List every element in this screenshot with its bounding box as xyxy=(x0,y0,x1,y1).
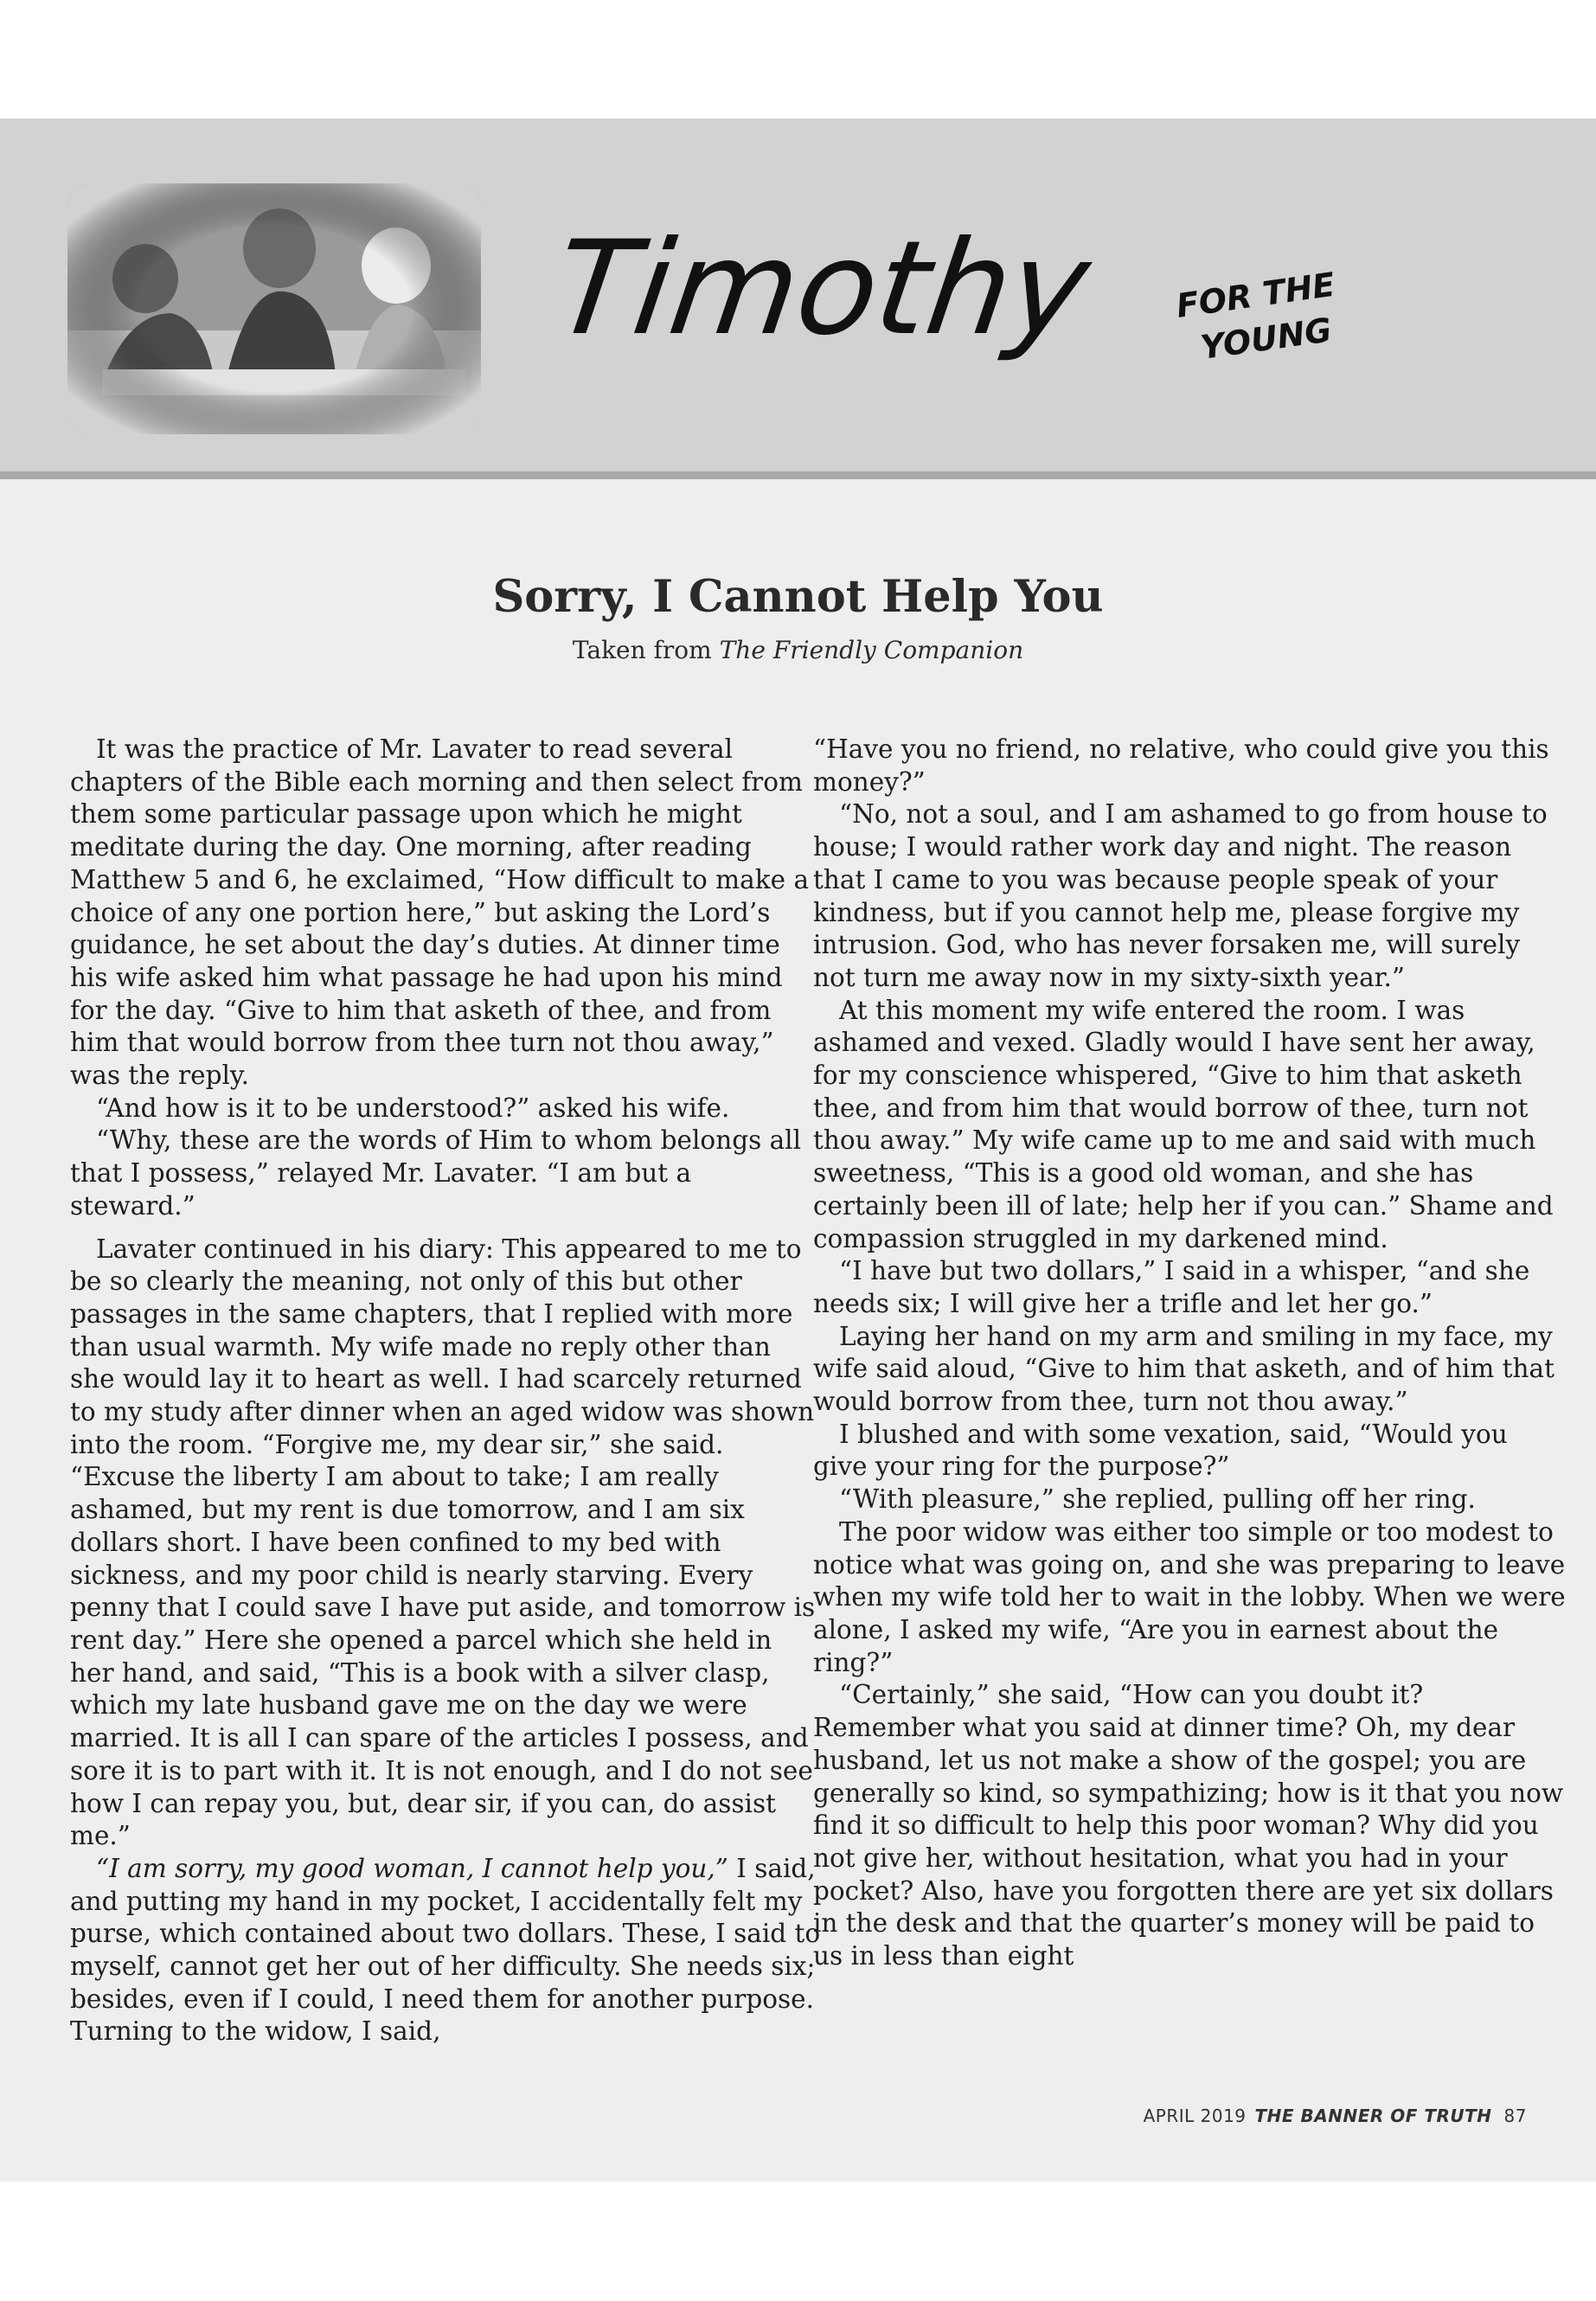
paragraph: “With pleasure,” she replied, pulling off her ring. xyxy=(839,1484,1476,1515)
paragraph: At this moment my wife entered the room. I was ashamed and vexed. Gladly would I have sent her away, for my conscience whispered, “Give to him that asketh thee, and from him that would borrow of thee, turn not thou away.” My wife came up to me and said with much sweetness, “This is a good old woman, and she has certainly been ill of late; help her if you can.” Shame and compassion struggled in my darkened mind. xyxy=(813,995,1554,1253)
paragraph: “Why, these are the words of Him to whom belongs all that I possess,” relayed Mr. Lavater. “I am but a steward.” xyxy=(70,1125,802,1221)
article-source-prefix: Taken from xyxy=(572,636,720,664)
paragraph: “No, not a soul, and I am ashamed to go from house to house; I would rather work day and night. The reason that I came to you was because people speak of your kindness, but if you cannot help me, please forgive my intrusion. God, who has never forsaken me, will surely not turn me away now in my sixty-sixth year.” xyxy=(813,799,1548,992)
masthead-title: Timothy xyxy=(562,212,1099,364)
paragraph: “And how is it to be understood?” asked his wife. xyxy=(96,1093,730,1123)
article-source-title: The Friendly Companion xyxy=(719,636,1024,664)
paragraph-italic-quote: “I am sorry, my good woman, I cannot help you,” xyxy=(96,1853,728,1883)
paragraph: Lavater continued in his diary: This appeared to me to be so clearly the meaning, not only of this but other passages in the same chapters, that I replied with more than usual warmth. My wife made no reply other than she would lay it to heart as well. I had scarcely returned to my study after dinner when an aged widow was shown into the room. “Forgive me, my dear sir,” she said. “Excuse the liberty I am about to take; I am really ashamed, but my rent is due tomorrow, and I am six dollars short. I have been confined to my bed with sickness, and my poor child is nearly starving. Every penny that I could save I have put aside, and tomorrow is rent day.” Here she opened a parcel which she held in her hand, and said, “This is a book with a silver clasp, which my late husband gave me on the day we were married. It is all I can spare of the articles I possess, and sore it is to part with it. It is not enough, and I do not see how I can repay you, but, dear sir, if you can, do assist me.” xyxy=(70,1234,816,1851)
right-column xyxy=(813,734,1566,1973)
paragraph: I blushed and with some vexation, said, “Would you give your ring for the purpose?” xyxy=(813,1419,1508,1482)
article-source xyxy=(0,636,1596,664)
footer-issue: APRIL 2019 xyxy=(1143,2106,1247,2126)
paragraph: The poor widow was either too simple or too modest to notice what was going on, and she was preparing to leave when my wife told her to wait in the lobby. When we were alone, I asked my wife, “Are you in earnest about the ring?” xyxy=(813,1516,1566,1677)
article-title: Sorry, I Cannot Help You xyxy=(492,571,1104,623)
paragraph: “Have you no friend, no relative, who could give you this money?” xyxy=(813,734,1549,797)
paragraph xyxy=(70,1853,823,2048)
paragraph: “Certainly,” she said, “How can you doubt it? Remember what you said at dinner time? Oh, my dear husband, let us not make a show of the gospel; you are generally so kind, so sympathizing; how is it that you now find it so difficult to help this poor woman? Why did you not give her, without hesitation, what you had in your pocket? Also, have you forgotten there are yet six dollars in the desk and that the quarter’s money will be paid to us in less than eight xyxy=(813,1680,1564,1971)
timothy-for-the-young-logo xyxy=(562,186,1341,445)
paragraph: It was the practice of Mr. Lavater to read several chapters of the Bible each morning and then select from them some particular passage upon which he might meditate during the day. One morning, after reading Matthew 5 and 6, he exclaimed, “How difficult to make a choice of any one portion here,” but asking the Lord’s guidance, he set about the day’s duties. At dinner time his wife asked him what passage he had upon his mind for the day. “Give to him that asketh of thee, and from him that would borrow from thee turn not thou away,” was the reply. xyxy=(70,734,810,1091)
masthead-tagline-line1: FOR THE xyxy=(1174,265,1337,325)
paragraph: “I have but two dollars,” I said in a whisper, “and she needs six; I will give her a trifle and let her go.” xyxy=(813,1256,1530,1318)
paragraph: Laying her hand on my arm and smiling in my face, my wife said aloud, “Give to him that asketh, and of him that would borrow from thee, turn not thou away.” xyxy=(813,1321,1554,1417)
footer-page-number: 87 xyxy=(1503,2106,1527,2126)
left-column xyxy=(70,734,823,2048)
page-footer xyxy=(1144,2106,1527,2126)
masthead-tagline-line2: YOUNG xyxy=(1198,311,1335,367)
footer-magazine: THE BANNER OF TRUTH xyxy=(1254,2106,1492,2126)
children-drawing-photo xyxy=(67,183,481,434)
paragraph-rest: I said, and putting my hand in my pocket, I accidentally felt my purse, which contained about two dollars. These, I said to myself, cannot get her out of her difficulty. She needs six; besides, even if I could, I need them for another purpose. Turning to the widow, I said, xyxy=(70,1853,821,2047)
